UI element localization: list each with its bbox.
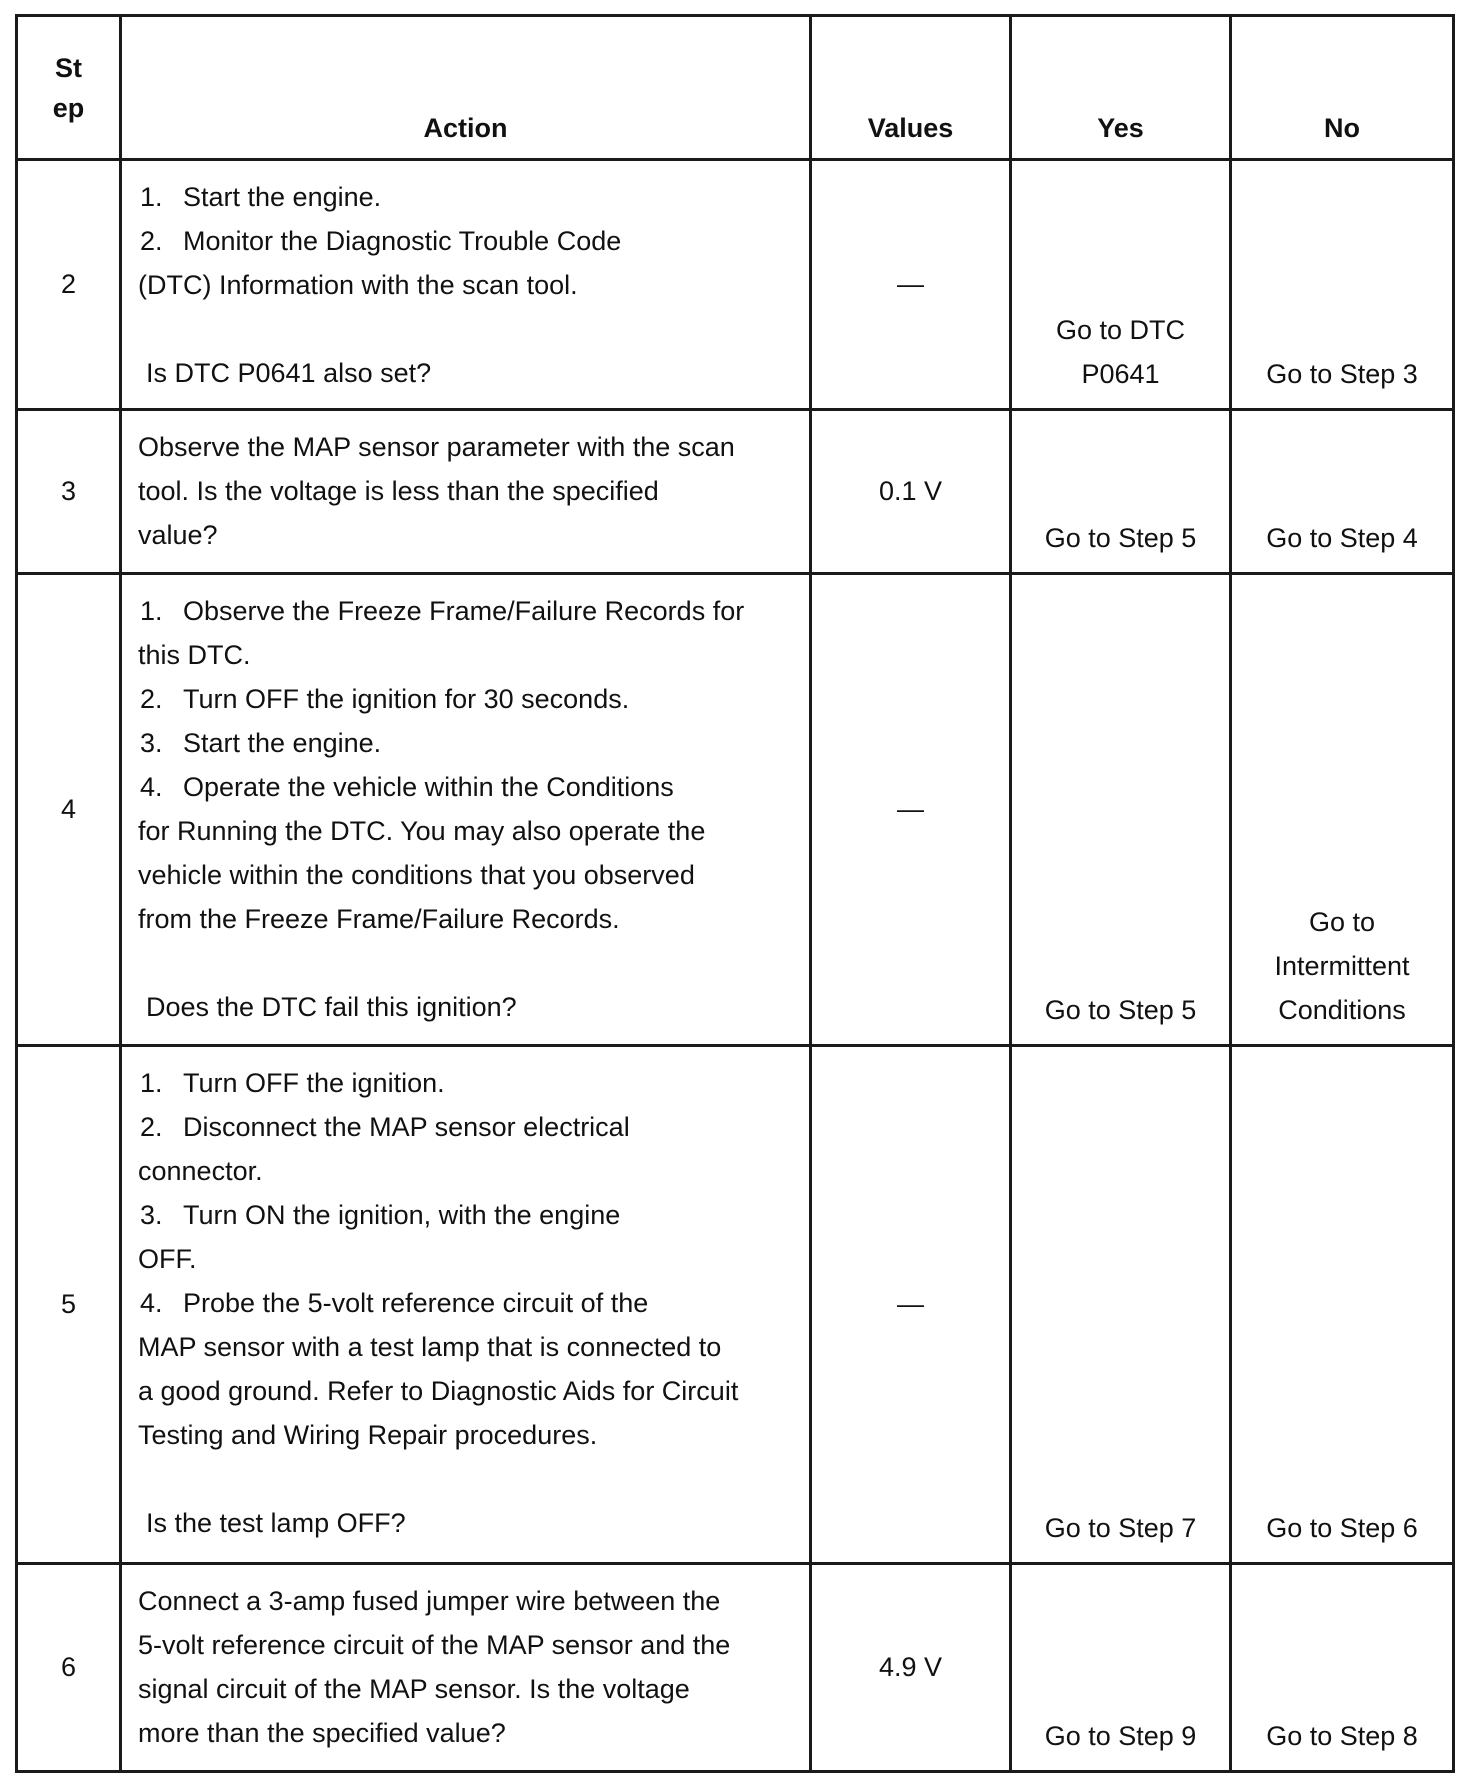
values-cell: — <box>811 1046 1011 1564</box>
action-line: a good ground. Refer to Diagnostic Aids for Circuit <box>138 1376 739 1406</box>
yes-cell: Go to Step 5 <box>1011 574 1231 1046</box>
action-line: 1. Observe the Freeze Frame/Failure Records for <box>140 596 745 626</box>
yes-cell: Go to Step 5 <box>1011 410 1231 574</box>
action-cell <box>121 160 811 410</box>
step-number: 6 <box>17 1564 121 1772</box>
action-line: 1. Turn OFF the ignition. <box>140 1068 445 1098</box>
no-cell: Go to Step 8 <box>1231 1564 1454 1772</box>
table-row <box>17 1046 1454 1564</box>
header-step: St ep <box>17 16 121 160</box>
yes-cell: Go to DTC P0641 <box>1011 160 1231 410</box>
action-line: 5-volt reference circuit of the MAP sensor and the <box>138 1630 731 1660</box>
action-line: value? <box>138 520 218 550</box>
action-line: 1. Start the engine. <box>140 182 382 212</box>
step-number: 3 <box>17 410 121 574</box>
step-number: 2 <box>17 160 121 410</box>
header-action: Action <box>121 16 811 160</box>
no-cell: Go to Intermittent Conditions <box>1231 574 1454 1046</box>
action-line: MAP sensor with a test lamp that is connected to <box>138 1332 722 1362</box>
action-cell <box>121 1046 811 1564</box>
header-yes: Yes <box>1011 16 1231 160</box>
action-line: from the Freeze Frame/Failure Records. <box>138 904 620 934</box>
action-line: OFF. <box>138 1244 197 1274</box>
action-line: tool. Is the voltage is less than the specified <box>138 476 659 506</box>
action-line: 4. Probe the 5-volt reference circuit of the <box>140 1288 649 1318</box>
header-row <box>17 16 1454 160</box>
action-cell <box>121 410 811 574</box>
action-question: Is the test lamp OFF? <box>146 1508 406 1538</box>
action-line: 2. Monitor the Diagnostic Trouble Code <box>140 226 622 256</box>
action-line: Observe the MAP sensor parameter with the scan <box>138 432 735 462</box>
action-line: vehicle within the conditions that you observed <box>138 860 695 890</box>
action-question: Does the DTC fail this ignition? <box>146 992 517 1022</box>
no-cell: Go to Step 3 <box>1231 160 1454 410</box>
action-line: Testing and Wiring Repair procedures. <box>138 1420 598 1450</box>
action-line: this DTC. <box>138 640 251 670</box>
header-no: No <box>1231 16 1454 160</box>
header-values: Values <box>811 16 1011 160</box>
values-cell: — <box>811 574 1011 1046</box>
no-cell: Go to Step 4 <box>1231 410 1454 574</box>
values-cell: — <box>811 160 1011 410</box>
action-line: 3. Start the engine. <box>140 728 382 758</box>
table-row <box>17 410 1454 574</box>
values-cell: 4.9 V <box>811 1564 1011 1772</box>
action-question: Is DTC P0641 also set? <box>146 358 432 388</box>
table-row <box>17 1564 1454 1772</box>
diagnostic-table <box>15 14 1455 1773</box>
action-line: 4. Operate the vehicle within the Conditions <box>140 772 674 802</box>
action-cell <box>121 1564 811 1772</box>
action-line: connector. <box>138 1156 263 1186</box>
step-number: 4 <box>17 574 121 1046</box>
yes-cell: Go to Step 7 <box>1011 1046 1231 1564</box>
yes-cell: Go to Step 9 <box>1011 1564 1231 1772</box>
action-line: 2. Disconnect the MAP sensor electrical <box>140 1112 630 1142</box>
table-row <box>17 574 1454 1046</box>
action-line: 2. Turn OFF the ignition for 30 seconds. <box>140 684 630 714</box>
action-line: 3. Turn ON the ignition, with the engine <box>140 1200 621 1230</box>
action-cell <box>121 574 811 1046</box>
action-line: more than the specified value? <box>138 1718 506 1748</box>
no-cell: Go to Step 6 <box>1231 1046 1454 1564</box>
values-cell: 0.1 V <box>811 410 1011 574</box>
table-row <box>17 160 1454 410</box>
action-line: for Running the DTC. You may also operate the <box>138 816 706 846</box>
action-line: signal circuit of the MAP sensor. Is the voltage <box>138 1674 690 1704</box>
action-line: (DTC) Information with the scan tool. <box>138 270 578 300</box>
step-number: 5 <box>17 1046 121 1564</box>
action-line: Connect a 3-amp fused jumper wire between the <box>138 1586 721 1616</box>
